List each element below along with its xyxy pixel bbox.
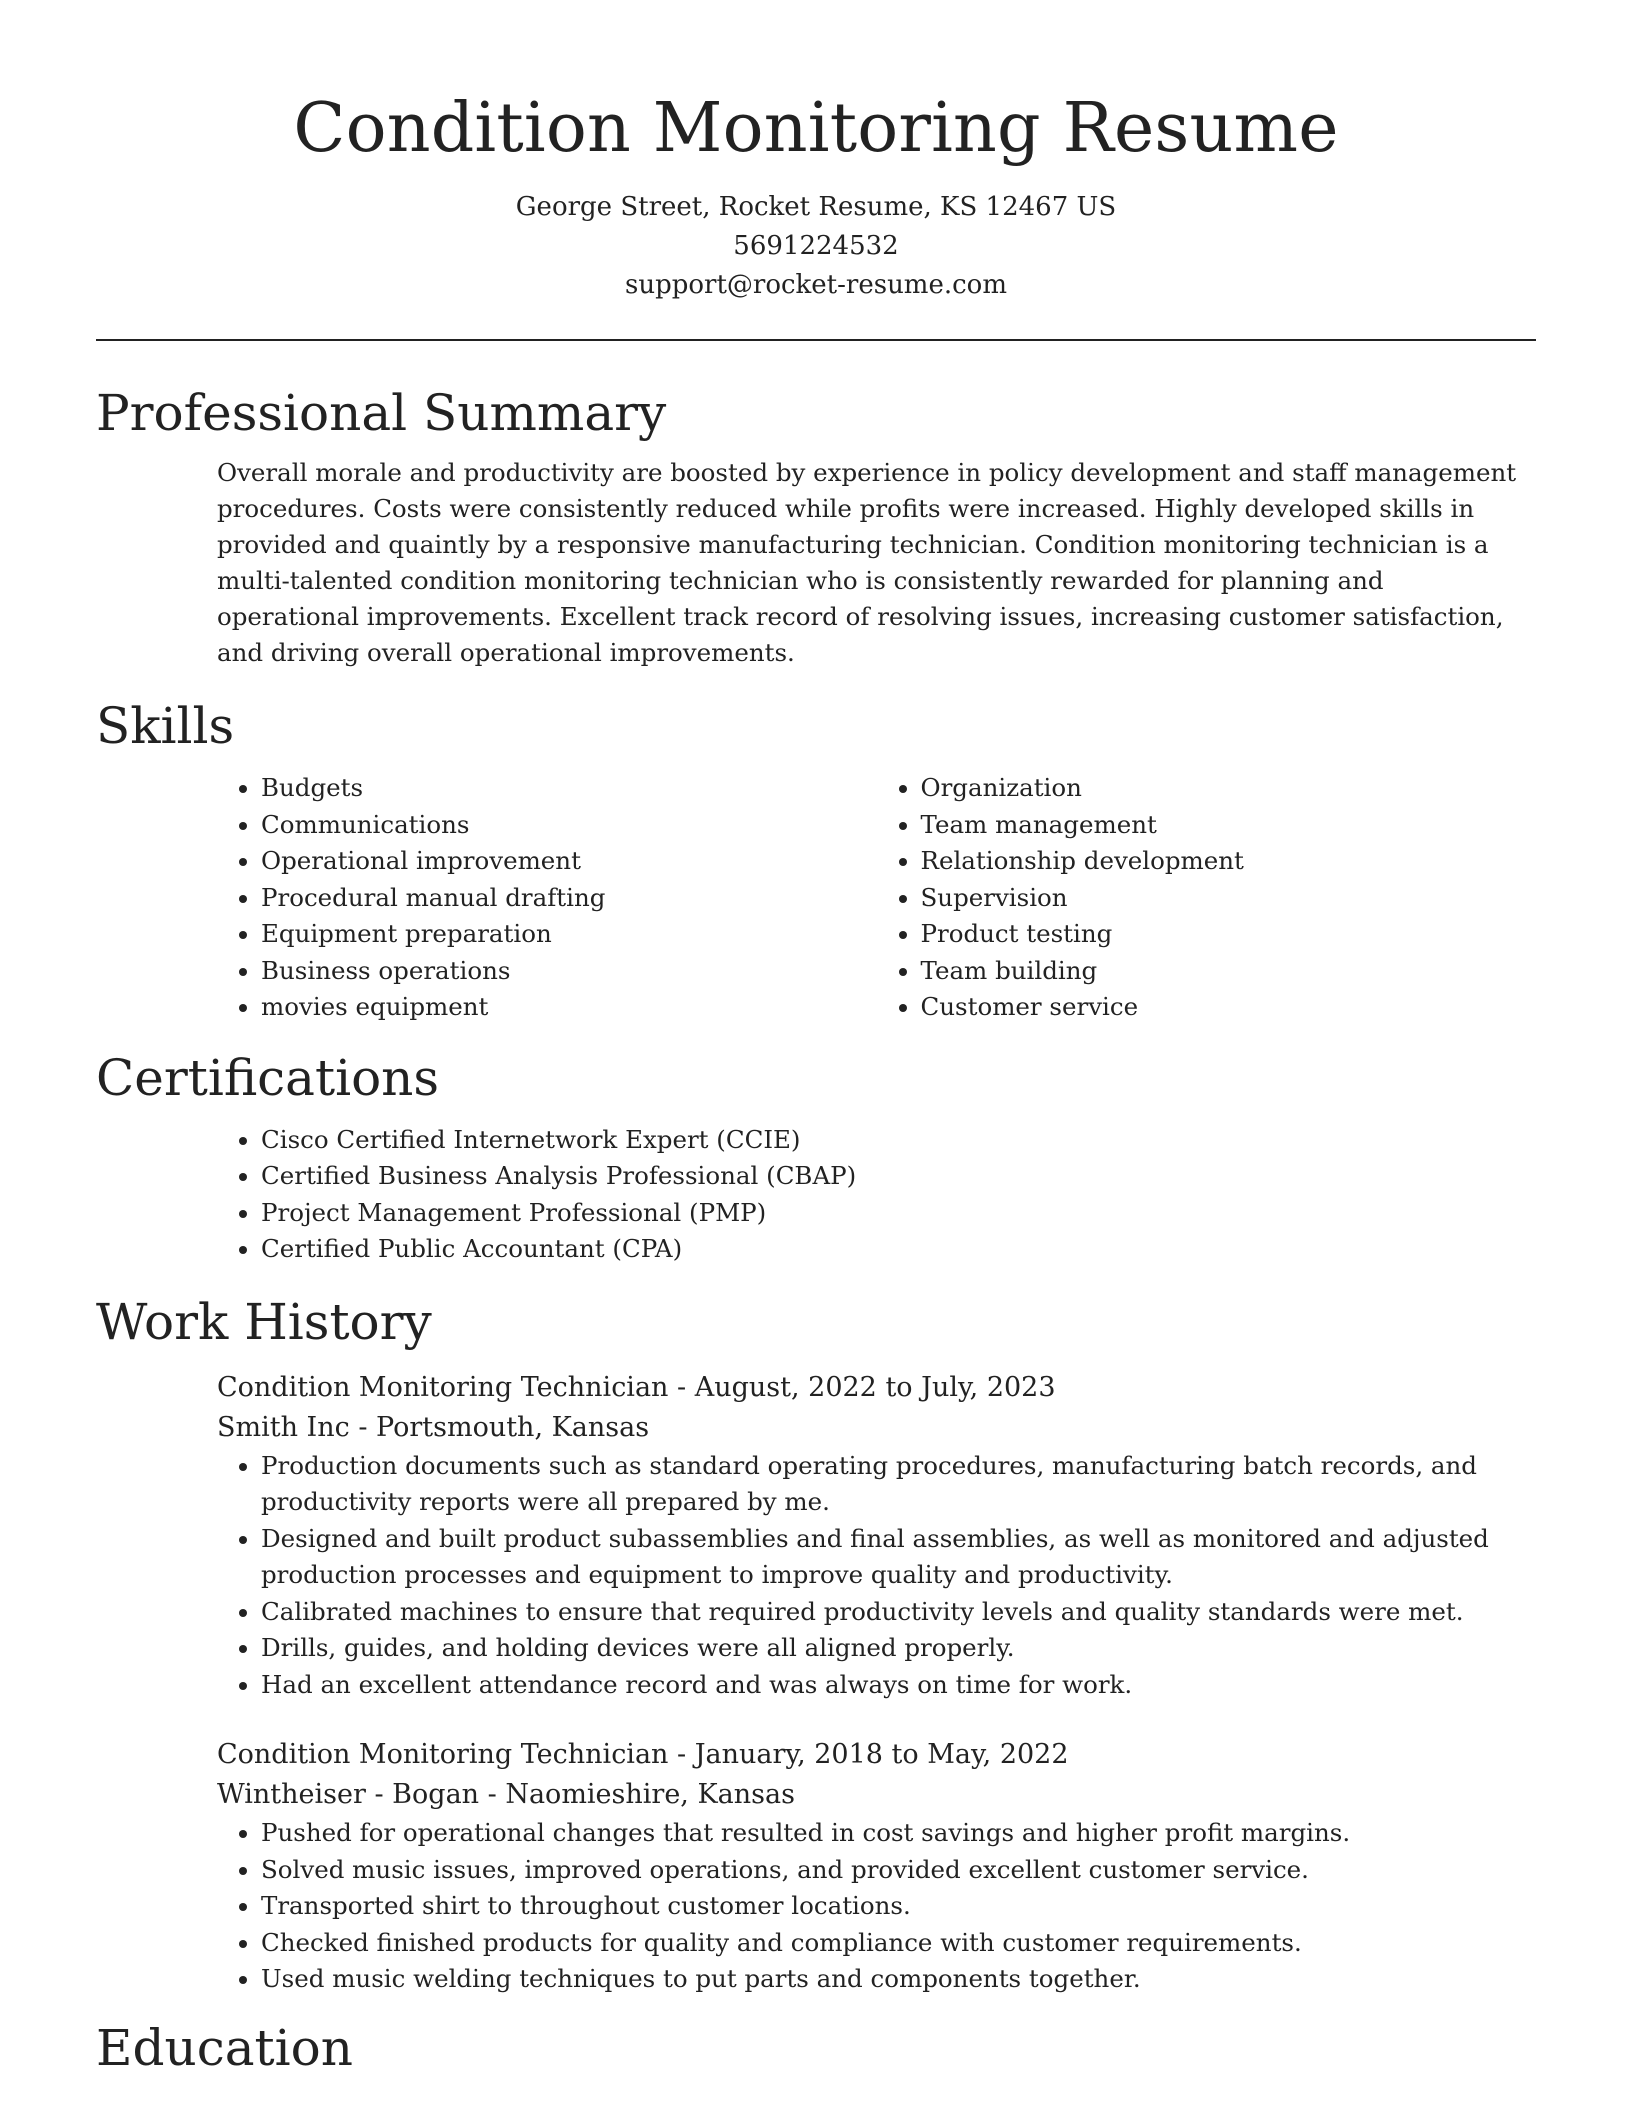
job-company: Wintheiser - Bogan - Naomieshire, Kansas xyxy=(217,1779,795,1810)
skill-item: • Procedural manual drafting xyxy=(261,880,877,917)
job-entry xyxy=(217,1735,1536,1998)
job-duty: • Used music welding techniques to put parts and components together. xyxy=(261,1961,1561,1998)
job-duty: • Checked finished products for quality and compliance with customer requirements. xyxy=(261,1925,1561,1962)
job-duty: • Production documents such as standard operating procedures, manufacturing batch records, and productivity reports were all prepared by me. xyxy=(261,1448,1561,1521)
contact-email: support@rocket-resume.com xyxy=(624,270,1007,300)
job-duty: • Transported shirt to throughout customer locations. xyxy=(261,1888,1561,1925)
skills-heading: Skills xyxy=(96,697,235,755)
skill-item: • Relationship development xyxy=(921,843,1537,880)
skill-item: • Communications xyxy=(261,807,877,844)
job-role: Condition Monitoring Technician - August, 2022 to July, 2023 xyxy=(217,1371,1056,1403)
certification-item: • Project Management Professional (PMP) xyxy=(261,1195,1536,1232)
job-role: Condition Monitoring Technician - January, 2018 to May, 2022 xyxy=(217,1739,1069,1770)
job-duty: • Calibrated machines to ensure that required productivity levels and quality standards were met. xyxy=(261,1594,1561,1631)
skill-item: • Supervision xyxy=(921,880,1537,917)
resume-header xyxy=(96,0,1536,305)
job-entry xyxy=(217,1368,1536,1704)
certification-item: • Certified Business Analysis Professional (CBAP) xyxy=(261,1158,1536,1195)
job-duty: • Pushed for operational changes that resulted in cost savings and higher profit margins. xyxy=(261,1815,1561,1852)
skill-item: • Business operations xyxy=(261,953,877,990)
contact-phone: 5691224532 xyxy=(733,231,899,261)
contact-address: George Street, Rocket Resume, KS 12467 US xyxy=(515,192,1117,222)
skill-item: • Customer service xyxy=(921,989,1537,1026)
job-duty: • Solved music issues, improved operations, and provided excellent customer service. xyxy=(261,1852,1561,1889)
job-duty: • Had an excellent attendance record and was always on time for work. xyxy=(261,1667,1561,1704)
skill-item: • Product testing xyxy=(921,916,1537,953)
skills-list-left xyxy=(217,770,877,1026)
skill-item: • Organization xyxy=(921,770,1537,807)
job-duties-list xyxy=(217,1448,1561,1704)
skill-item: • Operational improvement xyxy=(261,843,877,880)
skill-item: • movies equipment xyxy=(261,989,877,1026)
work-history-heading: Work History xyxy=(96,1292,432,1351)
job-duties-list xyxy=(217,1815,1561,1998)
job-duty: • Designed and built product subassemblies and final assemblies, as well as monitored and adjusted production processes and equipment to improve quality and productivity. xyxy=(261,1521,1561,1594)
skill-item: • Equipment preparation xyxy=(261,916,877,953)
skill-item: • Team management xyxy=(921,807,1537,844)
contact-block xyxy=(96,188,1536,305)
skills-columns xyxy=(217,770,1536,1026)
skills-list-right xyxy=(877,770,1537,1026)
certification-item: • Certified Public Accountant (CPA) xyxy=(261,1231,1536,1268)
certifications-list xyxy=(217,1122,1536,1268)
resume-page xyxy=(96,0,1536,2080)
education-heading: Education xyxy=(96,2018,353,2077)
skill-item: • Budgets xyxy=(261,770,877,807)
job-company: Smith Inc - Portsmouth, Kansas xyxy=(217,1411,650,1443)
job-duty: • Drills, guides, and holding devices were all aligned properly. xyxy=(261,1630,1561,1667)
resume-title: Condition Monitoring Resume xyxy=(293,89,1339,168)
certifications-heading: Certifications xyxy=(96,1048,440,1107)
summary-heading: Professional Summary xyxy=(96,384,667,442)
skill-item: • Team building xyxy=(921,953,1537,990)
header-divider xyxy=(96,339,1536,341)
certifications-block xyxy=(217,1122,1536,1268)
summary-text: Overall morale and productivity are boosted by experience in policy development and staff management procedures. Costs were consistently reduced while profits were increased. Highly developed skills in provided and quaintly by a responsive manufacturing technician. Condition monitoring technician is a multi-talented condition monitoring technician who is consistently rewarded for planning and operational improvements. Excellent track record of resolving issues, increasing customer satisfaction, and driving overall operational improvements. xyxy=(217,458,1517,667)
certification-item: • Cisco Certified Internetwork Expert (CCIE) xyxy=(261,1122,1536,1159)
